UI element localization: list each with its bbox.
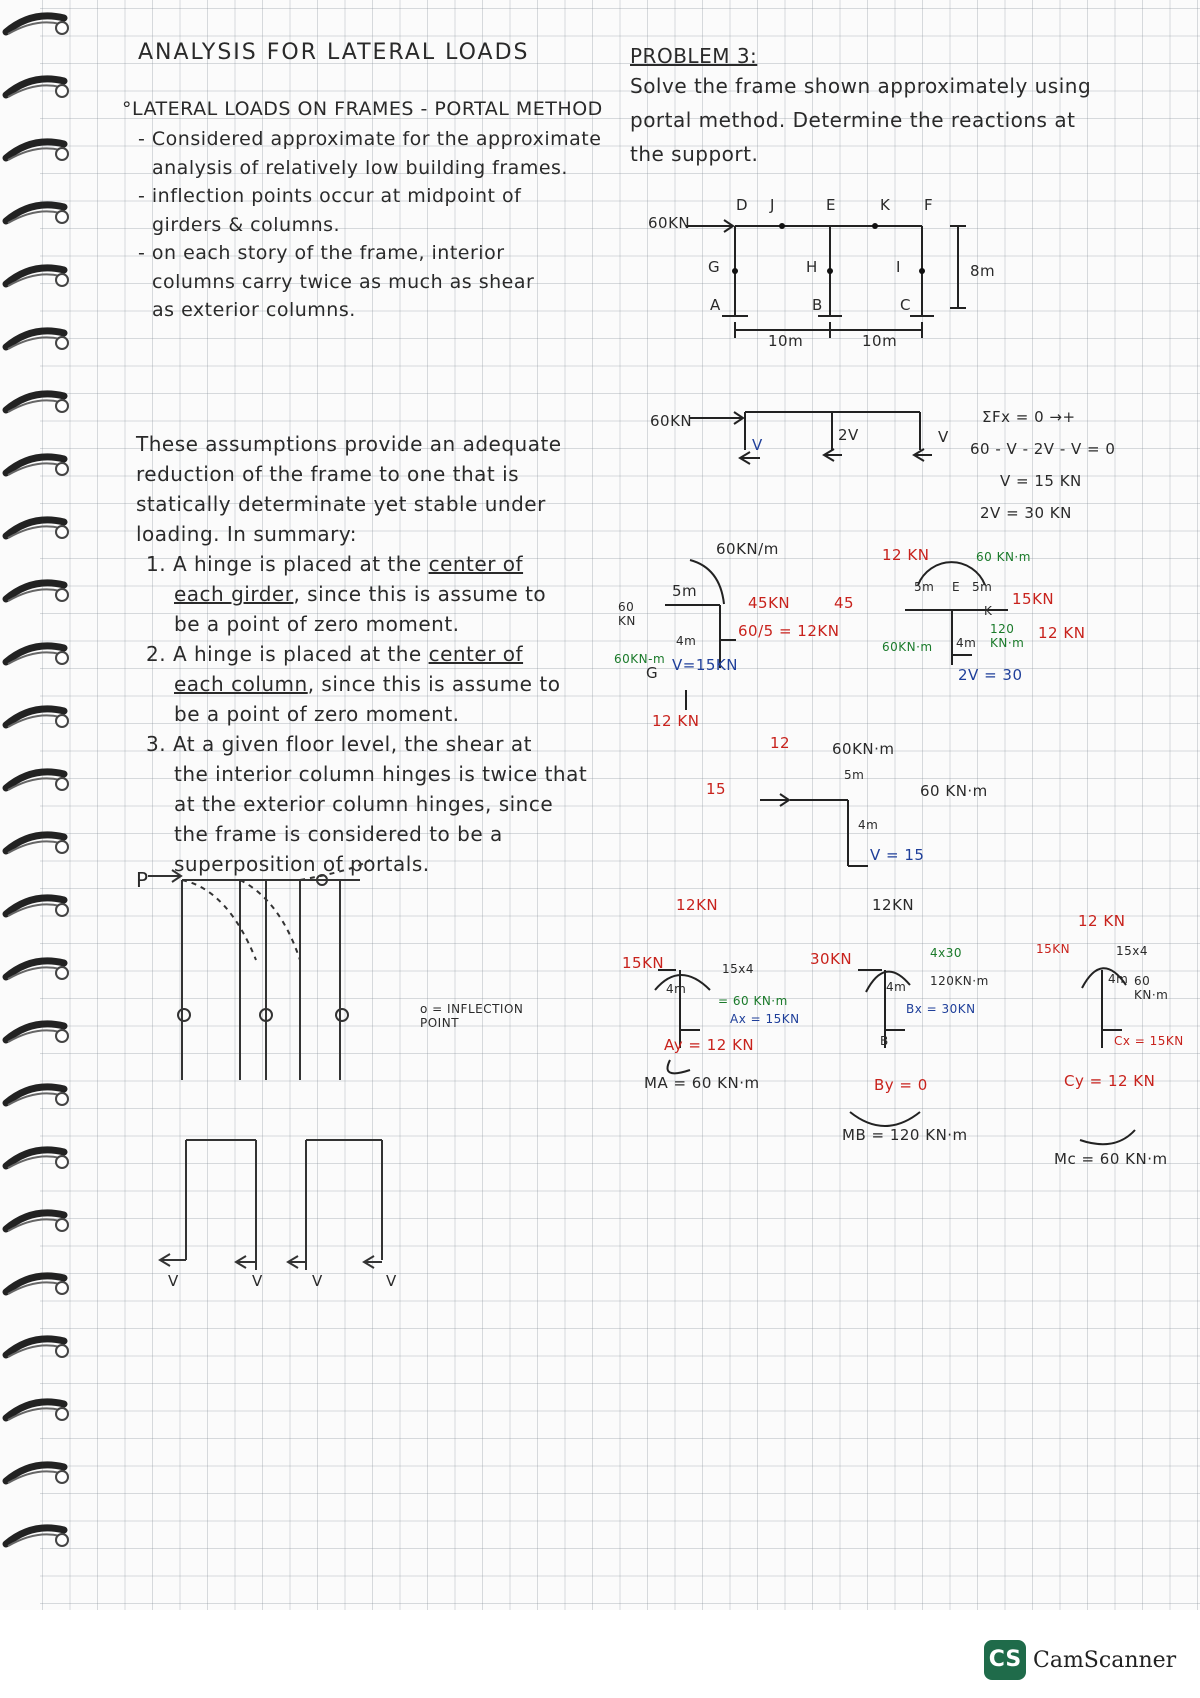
assumption-line: statically determinate yet stable under — [136, 492, 546, 516]
joint-d-axial: 12 KN — [652, 712, 700, 730]
joint-e-moment: 60 KN·m — [976, 550, 1031, 564]
joint-d-moment: 60KN/m — [716, 540, 779, 558]
col-b-node: B — [880, 1034, 889, 1048]
sketch-load-label: P — [136, 868, 149, 892]
bullet-line: analysis of relatively low building frames. — [152, 156, 568, 179]
equation-line: ΣFx = 0 →+ — [982, 408, 1076, 426]
shear-label: V — [312, 1272, 323, 1290]
col-b-bx: Bx = 30KN — [906, 1002, 976, 1016]
summary-text: be a point of zero moment. — [174, 612, 460, 636]
bullet-line: - on each story of the frame, interior — [138, 242, 505, 264]
joint-d-girder-shear: 45KN — [748, 594, 791, 612]
summary-text: , since this is assume to — [293, 582, 547, 606]
statement-line: portal method. Determine the reactions at — [630, 108, 1076, 132]
joint-f-axial: 12KN — [872, 896, 915, 914]
frame-node: E — [826, 196, 836, 214]
col-c-term: 15x4 — [1116, 944, 1149, 958]
joint-d-shear: V=15KN — [672, 656, 738, 674]
col-a-ax: Ax = 15KN — [730, 1012, 800, 1026]
summary-text: at the exterior column hinges, since — [174, 792, 554, 816]
joint-e-left-moment: 60KN·m — [882, 640, 933, 654]
page-title: ANALYSIS FOR LATERAL LOADS — [138, 40, 530, 65]
joint-e-height: 4m — [956, 636, 977, 650]
col-c-cx: Cx = 15KN — [1114, 1034, 1184, 1048]
joint-e-length-2: 5m — [972, 580, 993, 594]
col-b-term: 4x30 — [930, 946, 963, 960]
bullet-line: - Considered approximate for the approximate — [138, 128, 602, 150]
joint-e-right-force: 15KN — [1012, 590, 1055, 608]
shear-label: V — [168, 1272, 179, 1290]
assumption-line: loading. In summary: — [136, 522, 357, 546]
joint-d-load: 60 KN — [618, 600, 636, 628]
summary-text: 3. At a given floor level, the shear at — [146, 732, 532, 756]
col-c-load: 15KN — [1036, 942, 1071, 956]
frame-node: C — [900, 296, 911, 314]
joint-f-moment: 60KN·m — [832, 740, 895, 758]
summary-text: each girder — [174, 582, 294, 606]
col-a-top: 12KN — [676, 896, 719, 914]
col-c-mc: Mc = 60 KN·m — [1054, 1150, 1168, 1168]
joint-f-end-moment: 60 KN·m — [920, 782, 988, 800]
col-a-load: 15KN — [622, 954, 665, 972]
summary-text: the interior column hinges is twice that — [174, 762, 588, 786]
col-b-moment: 120KN·m — [930, 974, 989, 988]
bullet-line: as exterior columns. — [152, 299, 356, 321]
frame-span-2: 10m — [862, 332, 898, 350]
camscanner-brand: CamScanner — [1033, 1648, 1177, 1673]
joint-d-length: 5m — [672, 582, 698, 600]
frame-node: K — [880, 196, 891, 214]
col-c-cy: Cy = 12 KN — [1064, 1072, 1156, 1090]
assumption-line: These assumptions provide an adequate — [136, 432, 562, 456]
joint-e-k-moment: 120 KN·m — [990, 622, 1025, 650]
joint-e-force: 45 — [834, 594, 855, 612]
frame-height: 8m — [970, 262, 996, 280]
joint-e-node: E — [952, 580, 961, 594]
summary-text: be a point of zero moment. — [174, 702, 460, 726]
summary-text: the frame is considered to be a — [174, 822, 503, 846]
section-heading: °LATERAL LOADS ON FRAMES - PORTAL METHOD — [122, 98, 603, 120]
assumption-line: reduction of the frame to one that is — [136, 462, 520, 486]
joint-d-vertical: 60/5 = 12KN — [738, 622, 840, 640]
joint-e-length-1: 5m — [914, 580, 935, 594]
col-a-ay: Ay = 12 KN — [664, 1036, 755, 1054]
col-a-moment: = 60 KN·m — [718, 994, 788, 1008]
frame-load-label: 60KN — [648, 214, 691, 232]
frame-node: F — [924, 196, 934, 214]
shear-label: V — [386, 1272, 397, 1290]
frame-node: G — [708, 258, 721, 276]
fbd-shear-v2: V — [938, 428, 949, 446]
joint-f-load: 15 — [706, 780, 727, 798]
fbd-shear-v1: V — [752, 436, 763, 454]
summary-text: center of — [428, 642, 524, 666]
frame-node: I — [896, 258, 901, 276]
camscanner-logo: CS — [984, 1640, 1026, 1680]
joint-d-node: G — [646, 664, 659, 682]
joint-f-shear: V = 15 — [870, 846, 925, 864]
col-b-load: 30KN — [810, 950, 853, 968]
joint-e-vertical: 12 KN — [1038, 624, 1086, 642]
col-c-moment: 60 KN·m — [1134, 974, 1169, 1002]
fbd-shear-2v: 2V — [838, 426, 859, 444]
col-b-mb: MB = 120 KN·m — [842, 1126, 968, 1144]
summary-text: center of — [428, 552, 524, 576]
fbd-load-label: 60KN — [650, 412, 693, 430]
col-b-by: By = 0 — [874, 1076, 928, 1094]
frame-node: J — [770, 196, 775, 214]
joint-e-top-force: 12 KN — [882, 546, 930, 564]
joint-d-height: 4m — [676, 634, 697, 648]
summary-text: , since this is assume to — [307, 672, 561, 696]
summary-text: superposition of portals. — [174, 852, 430, 876]
statement-line: Solve the frame shown approximately using — [630, 74, 1092, 98]
joint-f-vertical: 12 — [770, 734, 791, 752]
joint-f-length: 5m — [844, 768, 865, 782]
col-c-height: 4m — [1108, 972, 1129, 986]
joint-f-height: 4m — [858, 818, 879, 832]
frame-node: D — [736, 196, 749, 214]
bullet-line: columns carry twice as much as shear — [152, 270, 535, 293]
statement-line: the support. — [630, 142, 759, 166]
frame-node: B — [812, 296, 823, 314]
summary-text: 2. A hinge is placed at the — [146, 642, 429, 666]
bullet-line: - inflection points occur at midpoint of — [138, 185, 522, 207]
frame-node: A — [710, 296, 721, 314]
frame-node: H — [806, 258, 818, 276]
col-a-height: 4m — [666, 982, 687, 996]
summary-text: each column — [174, 672, 308, 696]
bullet-line: girders & columns. — [152, 213, 341, 236]
frame-span-1: 10m — [768, 332, 804, 350]
inflection-legend: o = INFLECTION POINT — [420, 1002, 524, 1030]
shear-label: V — [252, 1272, 263, 1290]
equation-line: V = 15 KN — [1000, 472, 1082, 490]
col-a-term: 15x4 — [722, 962, 755, 976]
problem-heading: PROBLEM 3: — [630, 44, 758, 68]
summary-text: 1. A hinge is placed at the — [146, 552, 429, 576]
equation-line: 60 - V - 2V - V = 0 — [970, 440, 1116, 458]
equation-line: 2V = 30 KN — [980, 504, 1072, 522]
col-c-top: 12 KN — [1078, 912, 1126, 930]
joint-d-end-moment: 60KN-m — [614, 652, 666, 666]
col-b-height: 4m — [886, 980, 907, 994]
col-a-ma: MA = 60 KN·m — [644, 1074, 760, 1092]
joint-e-bottom-shear: 2V = 30 — [958, 666, 1023, 684]
joint-e-node-k: K — [984, 604, 993, 618]
